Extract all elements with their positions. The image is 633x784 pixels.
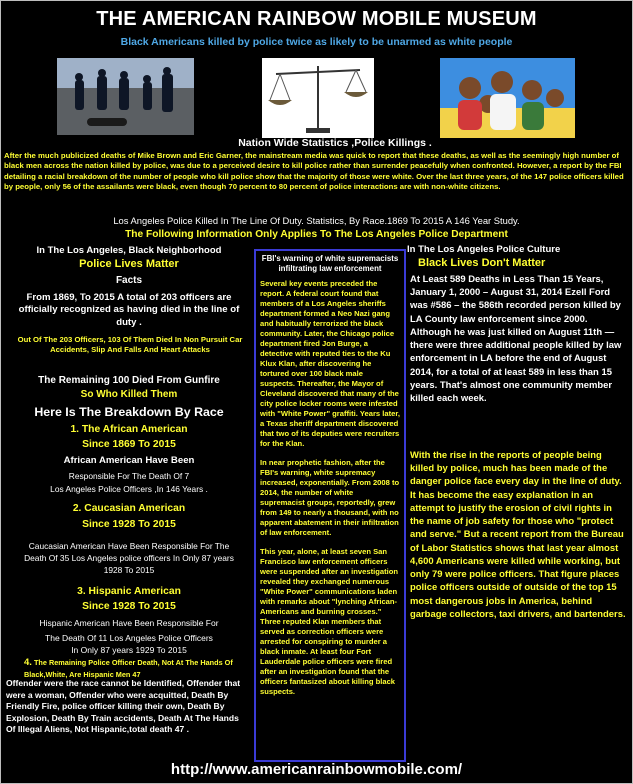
fbi-warning-title: FBI's warning of white supremacists infiltrating law enforcement bbox=[261, 254, 399, 273]
other-deaths-heading bbox=[24, 657, 250, 679]
other-deaths-text: Offender were the race cannot be Identified, Offender that were a woman, Offender who were acquitted, Death By Friendly Fire, police officer killing their own, Death By Explosion, Death By Train accidents, Death At The Hands Of Illegal Aliens, Not Hispanic,total death 47 . bbox=[6, 678, 241, 735]
facts-label: Facts bbox=[115, 275, 143, 286]
hispanic-american-line1: Hispanic American Have Been Responsible For bbox=[39, 618, 219, 628]
other-deaths-heading-text: The Remaining Police Officer Death, Not At The Hands Of Black,White, Are Hispanic Men 47 bbox=[24, 658, 233, 679]
police-scene-photo bbox=[57, 58, 194, 135]
la-only-line: The Following Information Only Applies To The Los Angeles Police Department bbox=[125, 229, 508, 240]
remaining-gunfire-line: The Remaining 100 Died From Gunfire bbox=[38, 375, 220, 386]
other-deaths-number: 4. bbox=[24, 657, 32, 668]
accidents-text: Out Of The 203 Officers, 103 Of Them Died In Non Pursuit Car Accidents, Slip And Falls And Heart Attacks bbox=[17, 335, 243, 354]
caucasian-american-text: Caucasian American Have Been Responsible For The Death Of 35 Los Angeles police officers In Only 87 years 1928 To 2015 bbox=[24, 541, 234, 576]
facts-text: From 1869, To 2015 A total of 203 officers are officially recognized as having died in the line of duty . bbox=[18, 292, 240, 328]
intro-paragraph: After the much publicized deaths of Mike Brown and Eric Garner, the mainstream media was quick to report that these deaths, as well as the seemingly high number of black men across the nation killed by police, was due to a perceived desire to kill police rather than surrender peacefully when confronted. However, a report by the FBI detailing a racial breakdown of the number of people who kill police show that the majority of those were white. Over the last three years, of the 147 police officers killed by people, only 56 of the assailants were black, even though 70 percent to 80 percent of police interactions are with non-white citizens. bbox=[4, 151, 624, 191]
breakdown-heading: Here Is The Breakdown By Race bbox=[34, 405, 224, 419]
stats-heading: Nation Wide Statistics ,Police Killings . bbox=[238, 137, 432, 149]
fbi-warning-box bbox=[254, 249, 406, 762]
african-american-since: Since 1869 To 2015 bbox=[82, 439, 176, 450]
hispanic-american-since: Since 1928 To 2015 bbox=[82, 601, 176, 612]
african-american-line3: Los Angeles Police Officers ,In 146 Years . bbox=[50, 484, 208, 494]
african-american-line2: Responsible For The Death Of 7 bbox=[68, 471, 190, 481]
fbi-warning-para3: This year, alone, at least seven San Francisco law enforcement officers were suspended after an investigation revealed they exchanged numerous "White Power" communications laden with remarks about "lynching African-Americans and burning crosses." Three reputed Klan members that served as correction officers were arrested for conspiring to murder a black inmate. At least four Fort Lauderdale police officers were fired after an investigation found that the officers fantasized about killing black suspects. bbox=[260, 547, 398, 697]
so-who-killed-them: So Who Killed Them bbox=[80, 389, 178, 400]
fbi-warning-para1: Several key events preceded the report. A federal court found that members of a Los Angeles sheriffs department formed a Neo Nazi gang and habitually terrorized the black community. Later, the Chicago police department fired Jon Burge, a detective with reputed ties to the Ku Klux Klan, after discovering he tortured over 100 black male suspects. Thereafter, the Mayor of Cleveland discovered that many of the city police locker rooms were infested with "White Power" graffiti. Years later, a Texas sheriff department discovered that two of its deputies were recruiters for the Klan. bbox=[260, 278, 400, 448]
hispanic-american-line2: The Death Of 11 Los Angeles Police Officers bbox=[45, 633, 213, 643]
family-photo bbox=[440, 58, 575, 138]
page-title: THE AMERICAN RAINBOW MOBILE MUSEUM bbox=[96, 8, 537, 30]
hispanic-american-line3: In Only 87 years 1929 To 2015 bbox=[71, 645, 187, 655]
caucasian-american-since: Since 1928 To 2015 bbox=[82, 519, 176, 530]
neighborhood-line: In The Los Angeles, Black Neighborhood bbox=[36, 245, 222, 256]
caucasian-american-heading: 2. Caucasian American bbox=[72, 503, 186, 514]
fbi-warning-para2: In near prophetic fashion, after the FBI's warning, white supremacy increased, exponentially. From 2008 to 2014, the number of white supremacist groups, reportedly, grew from 149 to nearly a thousand, with no apparent abatement in their infiltration of law enforcement. bbox=[260, 458, 400, 538]
police-lives-matter-slogan: Police Lives Matter bbox=[79, 258, 179, 270]
website-link[interactable]: http://www.americanrainbowmobile.com/ bbox=[170, 761, 463, 778]
black-lives-dont-matter-slogan: Black Lives Don't Matter bbox=[418, 257, 546, 269]
african-american-line1: African American Have Been bbox=[63, 455, 195, 466]
african-american-heading: 1. The African American bbox=[70, 424, 188, 435]
scales-of-justice-image bbox=[262, 58, 374, 138]
police-culture-line: In The Los Angeles Police Culture bbox=[407, 244, 561, 255]
hispanic-american-heading: 3. Hispanic American bbox=[77, 586, 181, 597]
page-subtitle: Black Americans killed by police twice as likely to be unarmed as white people bbox=[120, 36, 513, 48]
police-danger-text: With the rise in the reports of people being killed by police, much has been made of the danger police face every day in the line of duty. It has become the easy explanation in an attempt to justify the erosion of civil rights in the name of job safety for those who "protect and serve." But a recent report from the Bureau of Labor Statistics shows that last year almost 4,600 Americans were killed while working, but only 79 were police officers. That figure places police officers outside of outside of the top 15 most dangerous jobs in America, behind garbage collectors, taxi drivers, and bartenders. bbox=[410, 450, 626, 620]
la-deaths-text: At Least 589 Deaths in Less Than 15 Years, January 1, 2000 – August 31, 2014 Ezell Ford was #586 – the 586th recorded person killed by LA County law enforcement since 2000. Although he was just killed on August 11th — there were three additional people killed by law enforcement in LA before the end of August 2014, for a total of at least 589 in less than 15 years. That's almost one community member killed each week. bbox=[410, 274, 622, 405]
la-study-line: Los Angeles Police Killed In The Line Of Duty. Statistics, By Race.1869 To 2015 A 146 Year Study. bbox=[113, 215, 520, 226]
